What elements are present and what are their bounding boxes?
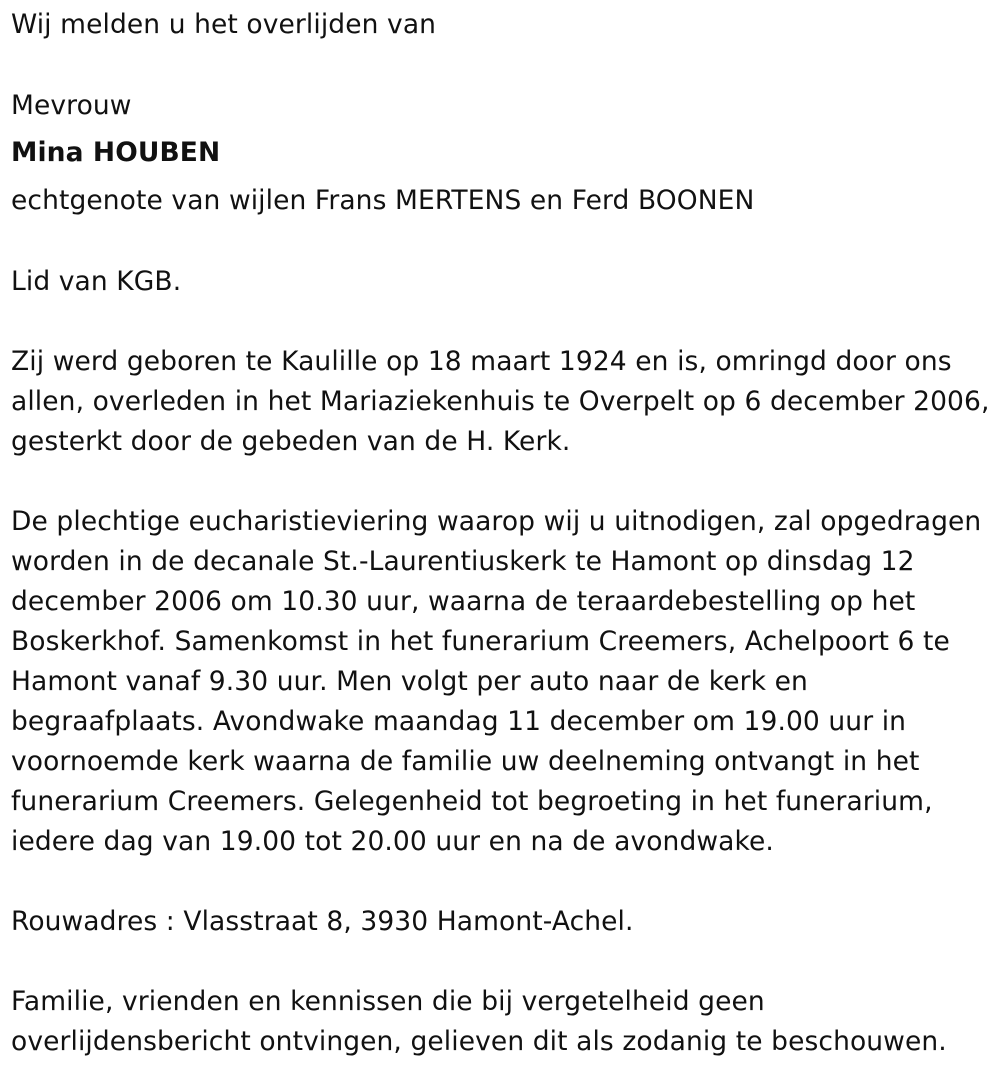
paragraph-line: overlijdensbericht ontvingen, gelieven dit als zodanig te beschouwen. <box>11 1026 947 1057</box>
salutation: Mevrouw <box>11 90 132 121</box>
paragraph-line: Familie, vrienden en kennissen die bij vergetelheid geen <box>11 986 765 1017</box>
intro-line: Wij melden u het overlijden van <box>11 9 437 40</box>
paragraph-line: worden in de decanale St.-Laurentiuskerk te Hamont op dinsdag 12 <box>11 546 915 577</box>
deceased-name: Mina HOUBEN <box>11 137 221 168</box>
paragraph-line: Hamont vanaf 9.30 uur. Men volgt per auto naar de kerk en <box>11 666 808 697</box>
paragraph-line: iedere dag van 19.00 tot 20.00 uur en na de avondwake. <box>11 826 774 857</box>
paragraph-line: allen, overleden in het Mariaziekenhuis te Overpelt op 6 december 2006, <box>11 386 990 417</box>
mourning-address: Rouwadres : Vlasstraat 8, 3930 Hamont-Achel. <box>11 906 634 937</box>
paragraph-line: gesterkt door de gebeden van de H. Kerk. <box>11 426 571 457</box>
paragraph-line: De plechtige eucharistieviering waarop wij u uitnodigen, zal opgedragen <box>11 506 982 537</box>
paragraph-line: Boskerkhof. Samenkomst in het funerarium Creemers, Achelpoort 6 te <box>11 626 950 657</box>
paragraph-line: voornoemde kerk waarna de familie uw deelneming ontvangt in het <box>11 746 920 777</box>
paragraph-line: funerarium Creemers. Gelegenheid tot begroeting in het funerarium, <box>11 786 933 817</box>
spouse-line: echtgenote van wijlen Frans MERTENS en Ferd BOONEN <box>11 185 755 216</box>
paragraph-line: begraafplaats. Avondwake maandag 11 december om 19.00 uur in <box>11 706 907 737</box>
paragraph-line: december 2006 om 10.30 uur, waarna de teraardebestelling op het <box>11 586 916 617</box>
paragraph-line: Zij werd geboren te Kaulille op 18 maart 1924 en is, omringd door ons <box>11 346 952 377</box>
membership-line: Lid van KGB. <box>11 266 182 297</box>
